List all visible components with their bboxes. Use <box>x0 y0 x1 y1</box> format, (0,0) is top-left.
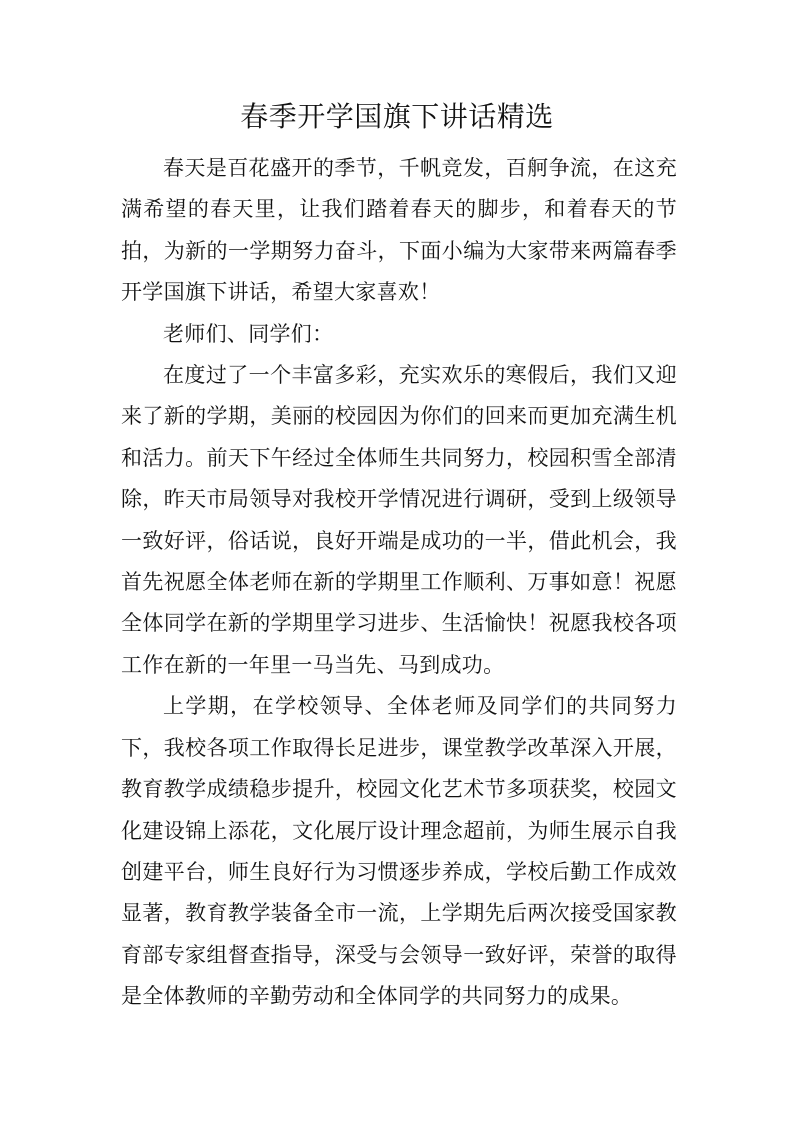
document-body <box>121 148 677 1018</box>
body-paragraph-1: 在度过了一个丰富多彩，充实欢乐的寒假后，我们又迎来了新的学期，美丽的校园因为你们的回来而更加充满生机和活力。前天下午经过全体师生共同努力，校园积雪全部清除，昨天市局领导对我校开学情况进行调研，受到上级领导一致好评，俗话说，良好开端是成功的一半，借此机会，我首先祝愿全体老师在新的学期里工作顺利、万事如意！祝愿全体同学在新的学期里学习进步、生活愉快！祝愿我校各项工作在新的一年里一马当先、马到成功。 <box>121 363 677 677</box>
intro-paragraph: 春天是百花盛开的季节，千帆竞发，百舸争流，在这充满希望的春天里，让我们踏着春天的脚步，和着春天的节拍，为新的一学期努力奋斗，下面小编为大家带来两篇春季开学国旗下讲话，希望大家喜欢！ <box>121 156 677 305</box>
salutation-paragraph: 老师们、同学们： <box>163 321 334 346</box>
document-title: 春季开学国旗下讲话精选 <box>240 100 554 133</box>
body-paragraph-2: 上学期，在学校领导、全体老师及同学们的共同努力下，我校各项工作取得长足进步，课堂教学改革深入开展，教育教学成绩稳步提升，校园文化艺术节多项获奖，校园文化建设锦上添花，文化展厅设计理念超前，为师生展示自我创建平台，师生良好行为习惯逐步养成，学校后勤工作成效显著，教育教学装备全市一流，上学期先后两次接受国家教育部专家组督查指导，深受与会领导一致好评，荣誉的取得是全体教师的辛勤劳动和全体同学的共同努力的成果。 <box>121 694 677 1009</box>
